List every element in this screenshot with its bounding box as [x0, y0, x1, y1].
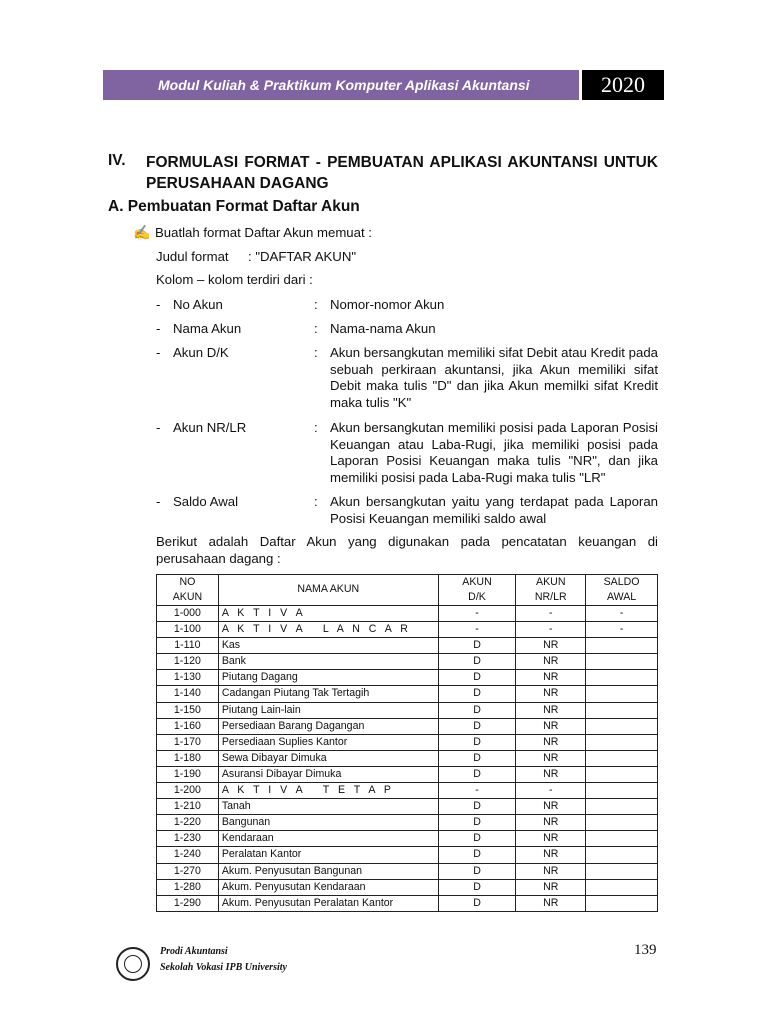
header-akun-nrlr: AKUN NR/LR — [516, 575, 586, 606]
list-item-desc: Akun bersangkutan memiliki sifat Debit atau Kredit pada sebuah perkiraan akuntansi, jika Akun memiliki sifat Debit maka tulis "D" dan jika Akun memilki sifat Kredit maka tulis "K" — [330, 345, 658, 410]
instruction-text: Buatlah format Daftar Akun memuat : — [155, 225, 372, 240]
cell-saldo-awal — [586, 847, 658, 863]
cell-no-akun: 1-190 — [157, 766, 219, 782]
cell-akun-nrlr: NR — [516, 847, 586, 863]
cell-akun-dk: D — [438, 670, 516, 686]
judul-label: Judul format — [156, 249, 229, 264]
cell-nama-akun: Bank — [218, 654, 438, 670]
cell-saldo-awal — [586, 702, 658, 718]
cell-nama-akun: Sewa Dibayar Dimuka — [218, 750, 438, 766]
table-row — [157, 718, 658, 734]
table-intro-paragraph: Berikut adalah Daftar Akun yang digunakan pada pencatatan keuangan di perusahaan dagang : — [156, 534, 658, 566]
list-dash: - — [156, 297, 161, 312]
cell-no-akun: 1-220 — [157, 815, 219, 831]
cell-akun-dk: - — [438, 783, 516, 799]
cell-akun-dk: D — [438, 686, 516, 702]
cell-akun-nrlr: NR — [516, 686, 586, 702]
cell-akun-nrlr: NR — [516, 879, 586, 895]
cell-saldo-awal — [586, 750, 658, 766]
table-row — [157, 783, 658, 799]
list-dash: - — [156, 420, 161, 435]
header-no-akun: NO AKUN — [157, 575, 219, 606]
cell-akun-nrlr: NR — [516, 654, 586, 670]
list-colon: : — [314, 297, 318, 312]
cell-no-akun: 1-110 — [157, 638, 219, 654]
list-item-name: Saldo Awal — [173, 494, 239, 509]
list-colon: : — [314, 420, 318, 435]
cell-akun-dk: - — [438, 606, 516, 622]
table-row — [157, 799, 658, 815]
header-nama-akun: NAMA AKUN — [218, 575, 438, 606]
cell-akun-dk: D — [438, 718, 516, 734]
cell-akun-dk: D — [438, 702, 516, 718]
cell-akun-dk: D — [438, 895, 516, 911]
list-colon: : — [314, 494, 318, 509]
cell-akun-dk: D — [438, 799, 516, 815]
cell-akun-nrlr: NR — [516, 895, 586, 911]
table-row — [157, 654, 658, 670]
footer-line1: Prodi Akuntansi — [160, 946, 228, 957]
list-dash: - — [156, 345, 161, 360]
cell-akun-dk: D — [438, 750, 516, 766]
table-row — [157, 847, 658, 863]
cell-no-akun: 1-130 — [157, 670, 219, 686]
cell-nama-akun: Persediaan Barang Dagangan — [218, 718, 438, 734]
table-row — [157, 815, 658, 831]
pen-hand-icon: ✍ — [133, 224, 151, 240]
cell-akun-dk: D — [438, 863, 516, 879]
cell-no-akun: 1-270 — [157, 863, 219, 879]
table-header-row — [157, 575, 658, 606]
cell-no-akun: 1-150 — [157, 702, 219, 718]
cell-saldo-awal — [586, 815, 658, 831]
daftar-akun-table — [156, 574, 658, 912]
cell-no-akun: 1-230 — [157, 831, 219, 847]
cell-saldo-awal: - — [586, 622, 658, 638]
cell-no-akun: 1-210 — [157, 799, 219, 815]
table-row — [157, 622, 658, 638]
cell-akun-nrlr: NR — [516, 734, 586, 750]
table-row — [157, 670, 658, 686]
cell-no-akun: 1-100 — [157, 622, 219, 638]
cell-akun-nrlr: NR — [516, 766, 586, 782]
cell-no-akun: 1-240 — [157, 847, 219, 863]
list-colon: : — [314, 321, 318, 336]
cell-nama-akun: Persediaan Suplies Kantor — [218, 734, 438, 750]
cell-nama-akun: Akum. Penyusutan Peralatan Kantor — [218, 895, 438, 911]
cell-no-akun: 1-160 — [157, 718, 219, 734]
cell-saldo-awal — [586, 831, 658, 847]
list-item-desc: Nama-nama Akun — [330, 321, 436, 336]
table-row — [157, 766, 658, 782]
cell-no-akun: 1-280 — [157, 879, 219, 895]
footer-line2: Sekolah Vokasi IPB University — [160, 962, 287, 973]
list-item-name: Akun D/K — [173, 345, 229, 360]
judul-value: : "DAFTAR AKUN" — [248, 249, 357, 264]
cell-akun-dk: D — [438, 879, 516, 895]
cell-akun-dk: D — [438, 638, 516, 654]
cell-saldo-awal — [586, 799, 658, 815]
cell-akun-dk: D — [438, 654, 516, 670]
table-row — [157, 702, 658, 718]
cell-akun-nrlr: NR — [516, 638, 586, 654]
cell-nama-akun: Kendaraan — [218, 831, 438, 847]
cell-nama-akun: Cadangan Piutang Tak Tertagih — [218, 686, 438, 702]
cell-no-akun: 1-170 — [157, 734, 219, 750]
list-colon: : — [314, 345, 318, 360]
cell-saldo-awal — [586, 783, 658, 799]
cell-saldo-awal — [586, 718, 658, 734]
cell-akun-nrlr: - — [516, 783, 586, 799]
section-number: IV. — [108, 152, 126, 169]
cell-saldo-awal — [586, 895, 658, 911]
subsection-title: A. Pembuatan Format Daftar Akun — [108, 198, 360, 215]
cell-nama-akun: A K T I V A T E T A P — [218, 783, 438, 799]
header-title: Modul Kuliah & Praktikum Komputer Aplikasi Akuntansi — [158, 77, 530, 93]
cell-akun-nrlr: NR — [516, 670, 586, 686]
page-number: 139 — [634, 942, 657, 958]
cell-akun-nrlr: - — [516, 606, 586, 622]
cell-akun-nrlr: NR — [516, 702, 586, 718]
cell-akun-dk: D — [438, 766, 516, 782]
list-item-name: Akun NR/LR — [173, 420, 247, 435]
cell-nama-akun: Peralatan Kantor — [218, 847, 438, 863]
cell-akun-dk: - — [438, 622, 516, 638]
list-dash: - — [156, 321, 161, 336]
list-dash: - — [156, 494, 161, 509]
cell-akun-nrlr: NR — [516, 863, 586, 879]
cell-nama-akun: Akum. Penyusutan Bangunan — [218, 863, 438, 879]
cell-akun-nrlr: NR — [516, 718, 586, 734]
cell-nama-akun: Akum. Penyusutan Kendaraan — [218, 879, 438, 895]
cell-akun-dk: D — [438, 734, 516, 750]
table-row — [157, 895, 658, 911]
header-akun-dk: AKUN D/K — [438, 575, 516, 606]
cell-akun-dk: D — [438, 815, 516, 831]
cell-no-akun: 1-140 — [157, 686, 219, 702]
list-item-desc: Akun bersangkutan memiliki posisi pada Laporan Posisi Keuangan atau Laba-Rugi, jika memiliki posisi pada Laporan Posisi Keuangan maka tulis "NR", dan jika memiliki posisi pada Laba-Rugi maka tulis "LR" — [330, 420, 658, 485]
cell-saldo-awal — [586, 638, 658, 654]
cell-akun-dk: D — [438, 831, 516, 847]
cell-nama-akun: A K T I V A L A N C A R — [218, 622, 438, 638]
cell-nama-akun: Kas — [218, 638, 438, 654]
cell-saldo-awal — [586, 686, 658, 702]
list-item-desc: Nomor-nomor Akun — [330, 297, 445, 312]
cell-saldo-awal — [586, 654, 658, 670]
cell-nama-akun: Asuransi Dibayar Dimuka — [218, 766, 438, 782]
table-row — [157, 879, 658, 895]
cell-no-akun: 1-200 — [157, 783, 219, 799]
cell-nama-akun: Tanah — [218, 799, 438, 815]
cell-saldo-awal — [586, 670, 658, 686]
table-row — [157, 606, 658, 622]
cell-akun-nrlr: NR — [516, 799, 586, 815]
cell-nama-akun: Piutang Lain-lain — [218, 702, 438, 718]
cell-saldo-awal — [586, 766, 658, 782]
table-row — [157, 734, 658, 750]
cell-akun-nrlr: - — [516, 622, 586, 638]
table-row — [157, 750, 658, 766]
table-row — [157, 638, 658, 654]
header-year: 2020 — [582, 70, 664, 100]
cell-no-akun: 1-180 — [157, 750, 219, 766]
cell-no-akun: 1-000 — [157, 606, 219, 622]
cell-saldo-awal: - — [586, 606, 658, 622]
cell-nama-akun: Piutang Dagang — [218, 670, 438, 686]
cell-saldo-awal — [586, 734, 658, 750]
cell-akun-nrlr: NR — [516, 831, 586, 847]
list-item-name: No Akun — [173, 297, 223, 312]
cell-no-akun: 1-120 — [157, 654, 219, 670]
kolom-intro: Kolom – kolom terdiri dari : — [156, 272, 313, 287]
cell-saldo-awal — [586, 879, 658, 895]
section-title: FORMULASI FORMAT - PEMBUATAN APLIKASI AKUNTANSI UNTUK PERUSAHAAN DAGANG — [146, 154, 658, 192]
cell-akun-nrlr: NR — [516, 750, 586, 766]
table-row — [157, 831, 658, 847]
cell-saldo-awal — [586, 863, 658, 879]
cell-akun-nrlr: NR — [516, 815, 586, 831]
list-item-desc: Akun bersangkutan yaitu yang terdapat pada Laporan Posisi Keuangan memiliki saldo awal — [330, 494, 658, 526]
cell-no-akun: 1-290 — [157, 895, 219, 911]
cell-akun-dk: D — [438, 847, 516, 863]
header-saldo-awal: SALDO AWAL — [586, 575, 658, 606]
table-row — [157, 686, 658, 702]
table-row — [157, 863, 658, 879]
cell-nama-akun: Bangunan — [218, 815, 438, 831]
ipb-seal-icon — [116, 947, 150, 981]
cell-nama-akun: A K T I V A — [218, 606, 438, 622]
list-item-name: Nama Akun — [173, 321, 242, 336]
